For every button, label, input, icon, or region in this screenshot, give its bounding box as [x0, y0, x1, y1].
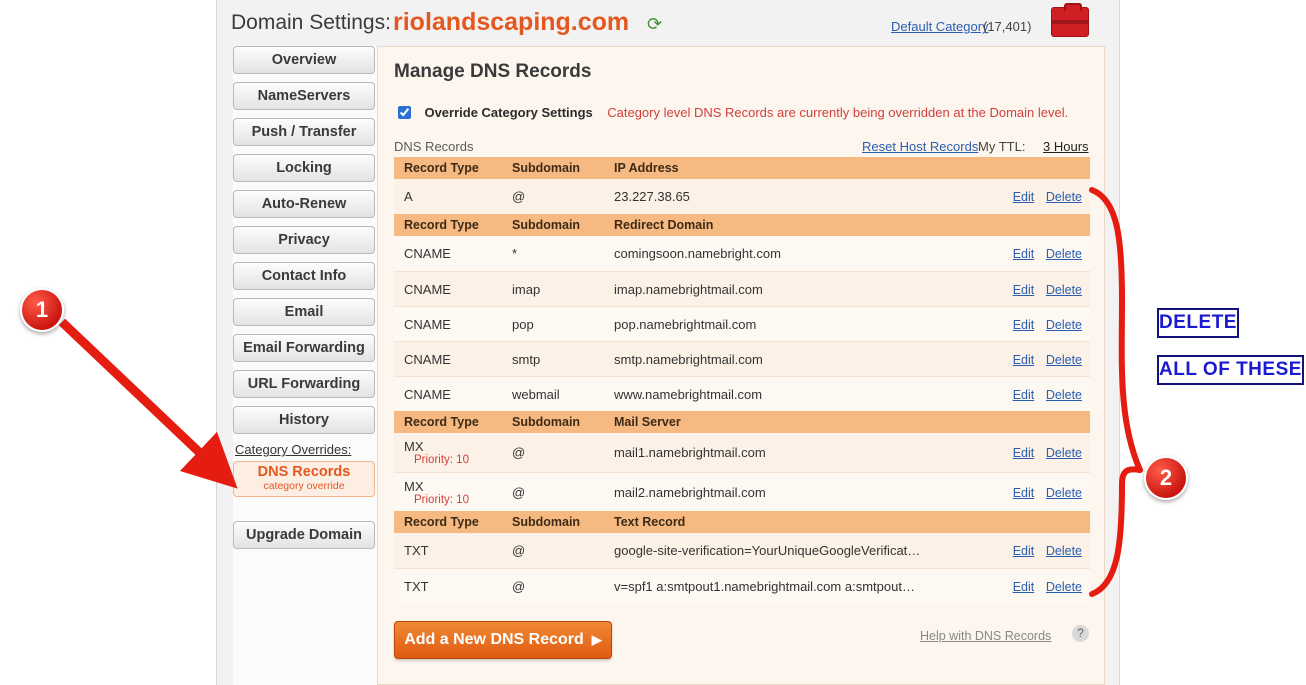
sidebar-item-contact-info[interactable] — [233, 262, 375, 290]
cell-subdomain: webmail — [512, 386, 560, 402]
table-row — [394, 341, 1090, 376]
annotation-delete-label: DELETE — [1157, 308, 1239, 338]
cell-value: smtp.namebrightmail.com — [614, 351, 763, 367]
reset-host-records-link[interactable]: Reset Host Records — [862, 139, 979, 154]
cell-subdomain: pop — [512, 316, 534, 332]
domain-name: riolandscaping.com — [393, 8, 630, 36]
sidebar-item-label: Overview — [271, 52, 337, 68]
table-header — [394, 157, 1090, 179]
delete-link[interactable]: Delete — [1045, 446, 1082, 460]
cell-value: v=spf1 a:smtpout1.namebrightmail.com a:smtpout… — [614, 578, 915, 594]
cell-value: 23.227.38.65 — [614, 189, 690, 204]
table-row — [394, 472, 1090, 511]
cell-actions — [1006, 189, 1090, 204]
sidebar-item-label: Email — [284, 304, 324, 320]
cell-actions — [1006, 352, 1090, 367]
edit-link[interactable]: Edit — [1012, 247, 1035, 261]
cell-record-type: CNAME — [404, 246, 451, 261]
edit-link[interactable]: Edit — [1012, 485, 1035, 500]
table-row — [394, 376, 1090, 411]
cell-record-type: CNAME — [404, 351, 451, 367]
record-type-text: MX — [404, 439, 424, 454]
dns-records-table — [394, 157, 1090, 603]
delete-link[interactable]: Delete — [1045, 352, 1082, 367]
delete-link[interactable]: Delete — [1045, 190, 1082, 204]
cell-record-type: CNAME — [404, 281, 451, 297]
cell-value: www.namebrightmail.com — [614, 386, 763, 402]
table-header — [394, 411, 1090, 433]
edit-link[interactable]: Edit — [1012, 446, 1035, 460]
edit-link[interactable]: Edit — [1012, 579, 1035, 594]
sidebar-item-label: Push / Transfer — [251, 124, 357, 140]
cell-actions — [1006, 485, 1090, 500]
sidebar-item-nameservers[interactable] — [233, 82, 375, 110]
category-overrides-label: Category Overrides: — [235, 442, 352, 457]
sidebar-item-privacy[interactable] — [233, 226, 375, 254]
sidebar — [233, 46, 379, 685]
column-record-type: Record Type — [404, 415, 479, 429]
column-subdomain: Subdomain — [512, 161, 581, 175]
cell-value: google-site-verification=YourUniqueGoogleVerificat… — [614, 543, 921, 558]
delete-link[interactable]: Delete — [1045, 579, 1082, 594]
sidebar-item-label: History — [279, 412, 329, 428]
column-value: Mail Server — [614, 415, 681, 429]
cell-record-type: TXT — [404, 578, 429, 594]
column-record-type: Record Type — [404, 161, 479, 175]
sidebar-item-label: DNS Records — [257, 464, 351, 480]
sidebar-item-label: Email Forwarding — [243, 340, 365, 356]
override-note: Category level DNS Records are currently being overridden at the Domain level. — [607, 105, 1069, 120]
cell-actions — [1006, 445, 1090, 460]
table-row — [394, 236, 1090, 271]
delete-link[interactable]: Delete — [1045, 485, 1082, 500]
sidebar-item-label: Privacy — [278, 232, 330, 248]
category-count: (17,401) — [983, 19, 1032, 34]
column-subdomain: Subdomain — [512, 515, 581, 529]
add-button-label: Add a New DNS Record — [404, 631, 584, 648]
briefcase-icon[interactable] — [1051, 7, 1089, 37]
column-value: IP Address — [614, 161, 679, 175]
cell-value: mail1.namebrightmail.com — [614, 445, 766, 460]
table-header — [394, 214, 1090, 236]
page-title-prefix: Domain Settings: — [231, 11, 391, 34]
annotation-all-of-these-label: ALL OF THESE — [1157, 355, 1304, 385]
sidebar-item-label: NameServers — [257, 88, 351, 104]
add-new-dns-record-button[interactable] — [394, 621, 612, 659]
edit-link[interactable]: Edit — [1012, 317, 1035, 332]
sidebar-item-email-forwarding[interactable] — [233, 334, 375, 362]
edit-link[interactable]: Edit — [1012, 352, 1035, 367]
chevron-right-icon: ▶ — [591, 632, 602, 647]
cell-record-type: A — [404, 189, 413, 204]
record-priority: Priority: 10 — [414, 454, 469, 466]
cell-value: comingsoon.namebright.com — [614, 246, 781, 261]
sidebar-item-auto-renew[interactable] — [233, 190, 375, 218]
column-record-type: Record Type — [404, 218, 479, 232]
sidebar-item-label: Contact Info — [261, 268, 347, 284]
sidebar-item-label: Locking — [276, 160, 332, 176]
record-type-text: MX — [404, 478, 424, 494]
cell-subdomain: @ — [512, 578, 526, 594]
cell-actions — [1006, 246, 1090, 261]
cell-record-type: TXT — [404, 543, 429, 558]
cell-subdomain: smtp — [512, 351, 541, 367]
cell-subdomain: * — [512, 246, 518, 261]
sidebar-item-history[interactable] — [233, 406, 375, 434]
sidebar-item-label: URL Forwarding — [247, 376, 361, 392]
window-titlebar — [217, 0, 1121, 44]
cell-record-type: CNAME — [404, 386, 451, 402]
sidebar-item-push-transfer[interactable] — [233, 118, 375, 146]
cell-value: imap.namebrightmail.com — [614, 281, 763, 297]
edit-link[interactable]: Edit — [1012, 190, 1035, 204]
table-row — [394, 306, 1090, 341]
cell-value: pop.namebrightmail.com — [614, 316, 757, 332]
sidebar-item-overview[interactable] — [233, 46, 375, 74]
cell-record-type — [394, 479, 512, 506]
override-settings-row — [394, 103, 1068, 122]
help-icon[interactable]: ? — [1072, 625, 1089, 642]
table-row — [394, 271, 1090, 306]
record-priority: Priority: 10 — [414, 493, 469, 506]
cell-record-type — [394, 439, 512, 466]
cell-subdomain: imap — [512, 281, 541, 297]
annotation-badge-1: 1 — [20, 288, 64, 332]
delete-link[interactable]: Delete — [1045, 544, 1082, 558]
delete-link[interactable]: Delete — [1045, 317, 1082, 332]
override-category-settings-checkbox[interactable] — [398, 106, 411, 119]
sidebar-item-dns-records[interactable] — [233, 461, 375, 497]
cell-actions — [1006, 282, 1090, 297]
cell-actions — [1006, 387, 1090, 402]
cell-record-type: CNAME — [404, 316, 451, 332]
cell-subdomain: @ — [512, 543, 526, 558]
edit-link[interactable]: Edit — [1012, 282, 1035, 297]
table-row — [394, 433, 1090, 472]
sidebar-item-label: Upgrade Domain — [245, 527, 362, 543]
column-subdomain: Subdomain — [512, 415, 581, 429]
dns-records-label: DNS Records — [394, 139, 474, 154]
cell-actions — [1006, 579, 1090, 594]
table-row — [394, 533, 1090, 568]
sidebar-item-email[interactable] — [233, 298, 375, 326]
column-value: Text Record — [614, 515, 686, 529]
sidebar-item-upgrade-domain[interactable] — [233, 521, 375, 549]
override-checkbox-label: Override Category Settings — [424, 105, 593, 120]
ttl-label: My TTL: — [978, 139, 1026, 154]
annotation-badge-2: 2 — [1144, 456, 1188, 500]
column-value: Redirect Domain — [614, 218, 714, 232]
edit-link[interactable]: Edit — [1012, 387, 1035, 402]
sidebar-item-locking[interactable] — [233, 154, 375, 182]
ttl-value[interactable]: 3 Hours — [1043, 139, 1089, 154]
cell-subdomain: @ — [512, 484, 526, 500]
sidebar-item-label: Auto-Renew — [261, 196, 347, 212]
table-header — [394, 511, 1090, 533]
delete-link[interactable]: Delete — [1045, 282, 1082, 297]
cell-subdomain: @ — [512, 189, 526, 204]
sidebar-item-sublabel: category override — [263, 480, 345, 492]
delete-link[interactable]: Delete — [1045, 387, 1082, 402]
column-record-type: Record Type — [404, 515, 479, 529]
help-with-dns-records-link[interactable]: Help with DNS Records — [920, 629, 1052, 643]
cell-subdomain: @ — [512, 445, 526, 460]
panel-title: Manage DNS Records — [394, 61, 592, 82]
domain-settings-window — [216, 0, 1120, 685]
column-subdomain: Subdomain — [512, 218, 581, 232]
sidebar-item-url-forwarding[interactable] — [233, 370, 375, 398]
table-row — [394, 568, 1090, 603]
delete-link[interactable]: Delete — [1045, 247, 1082, 261]
refresh-icon[interactable]: ⟳ — [647, 14, 663, 34]
default-category-link[interactable]: Default Category — [891, 19, 989, 34]
cell-actions — [1006, 543, 1090, 558]
sidebar-spacer — [233, 497, 378, 507]
cell-value: mail2.namebrightmail.com — [614, 484, 766, 500]
dns-records-panel — [377, 46, 1105, 685]
cell-actions — [1006, 317, 1090, 332]
table-row — [394, 179, 1090, 214]
edit-link[interactable]: Edit — [1012, 544, 1035, 558]
